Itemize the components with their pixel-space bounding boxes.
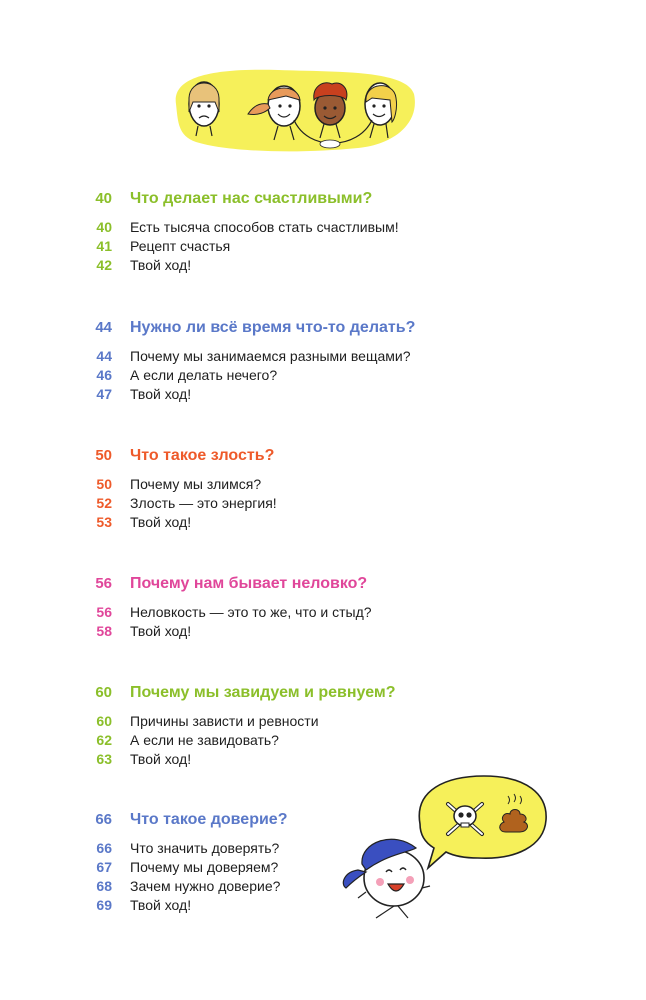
section-heading[interactable]: [0, 445, 646, 467]
page-number: 58: [96, 623, 112, 639]
section-title: Нужно ли всё время что-то делать?: [130, 319, 416, 336]
entry-title: Твой ход!: [130, 751, 192, 767]
section-heading[interactable]: [0, 682, 646, 704]
toc-entry[interactable]: [0, 712, 646, 731]
entry-title: Что значить доверять?: [130, 840, 280, 856]
toc-entry[interactable]: [0, 475, 646, 494]
page-number: 60: [96, 713, 112, 729]
section-heading[interactable]: [0, 188, 646, 210]
page-number: 50: [96, 476, 112, 492]
entry-title: Почему мы злимся?: [130, 476, 262, 492]
page-number: 53: [96, 514, 112, 530]
toc-section-activity: [0, 317, 646, 404]
toc-entry[interactable]: [0, 513, 646, 532]
entry-title: Злость — это энергия!: [130, 495, 277, 511]
toc-entry[interactable]: [0, 218, 646, 237]
page-number: 56: [95, 575, 112, 592]
page-number: 41: [96, 238, 112, 254]
toc-section-anger: [0, 445, 646, 532]
toc-section-awkwardness: [0, 573, 646, 641]
page-number: 56: [96, 604, 112, 620]
toc-entry[interactable]: [0, 256, 646, 275]
page-number: 63: [96, 751, 112, 767]
page-number: 67: [96, 859, 112, 875]
page-number: 60: [95, 684, 112, 701]
page-number: 42: [96, 257, 112, 273]
page-number: 52: [96, 495, 112, 511]
entry-title: Почему мы доверяем?: [130, 859, 279, 875]
entry-title: Причины зависти и ревности: [130, 713, 319, 729]
entry-title: Неловкость — это то же, что и стыд?: [130, 604, 372, 620]
section-title: Почему нам бывает неловко?: [130, 575, 368, 592]
toc-entry[interactable]: [0, 622, 646, 641]
page-number: 44: [95, 319, 112, 336]
toc-entry[interactable]: [0, 494, 646, 513]
section-title: Что такое доверие?: [130, 811, 288, 828]
toc-entry[interactable]: [0, 385, 646, 404]
dust-cloud: [320, 140, 340, 148]
toc-section-happiness: [0, 188, 646, 275]
page-number: 47: [96, 386, 112, 402]
page-number: 46: [96, 367, 112, 383]
entry-title: Есть тысяча способов стать счастливым!: [130, 219, 399, 235]
toc-entry[interactable]: [0, 603, 646, 622]
toc-entry[interactable]: [0, 731, 646, 750]
entry-title: Твой ход!: [130, 897, 192, 913]
speech-bubble: [419, 776, 546, 868]
entry-title: Твой ход!: [130, 257, 192, 273]
kid-with-cap-figure: [343, 839, 430, 918]
page-number: 40: [96, 219, 112, 235]
entry-title: Твой ход!: [130, 514, 192, 530]
kid-speech-bubble-illustration: [336, 760, 556, 920]
entry-title: Почему мы занимаемся разными вещами?: [130, 348, 411, 364]
page-number: 66: [96, 840, 112, 856]
page-number: 66: [95, 811, 112, 828]
page-number: 62: [96, 732, 112, 748]
entry-title: А если не завидовать?: [130, 732, 279, 748]
page-number: 69: [96, 897, 112, 913]
toc-entry[interactable]: [0, 237, 646, 256]
toc-entry[interactable]: [0, 366, 646, 385]
section-title: Почему мы завидуем и ревнуем?: [130, 684, 396, 701]
entry-title: Зачем нужно доверие?: [130, 878, 281, 894]
page-number: 50: [95, 447, 112, 464]
page-number: 44: [96, 348, 112, 364]
section-title: Что делает нас счастливыми?: [130, 190, 373, 207]
toc-entry[interactable]: [0, 347, 646, 366]
entry-title: Твой ход!: [130, 386, 192, 402]
entry-title: Твой ход!: [130, 623, 192, 639]
entry-title: Рецепт счастья: [130, 238, 231, 254]
section-heading[interactable]: [0, 573, 646, 595]
section-title: Что такое злость?: [130, 447, 275, 464]
page-number: 40: [95, 190, 112, 207]
page-number: 68: [96, 878, 112, 894]
children-jump-rope-illustration: [168, 64, 418, 154]
toc-section-envy: [0, 682, 646, 769]
entry-title: А если делать нечего?: [130, 367, 278, 383]
section-heading[interactable]: [0, 317, 646, 339]
